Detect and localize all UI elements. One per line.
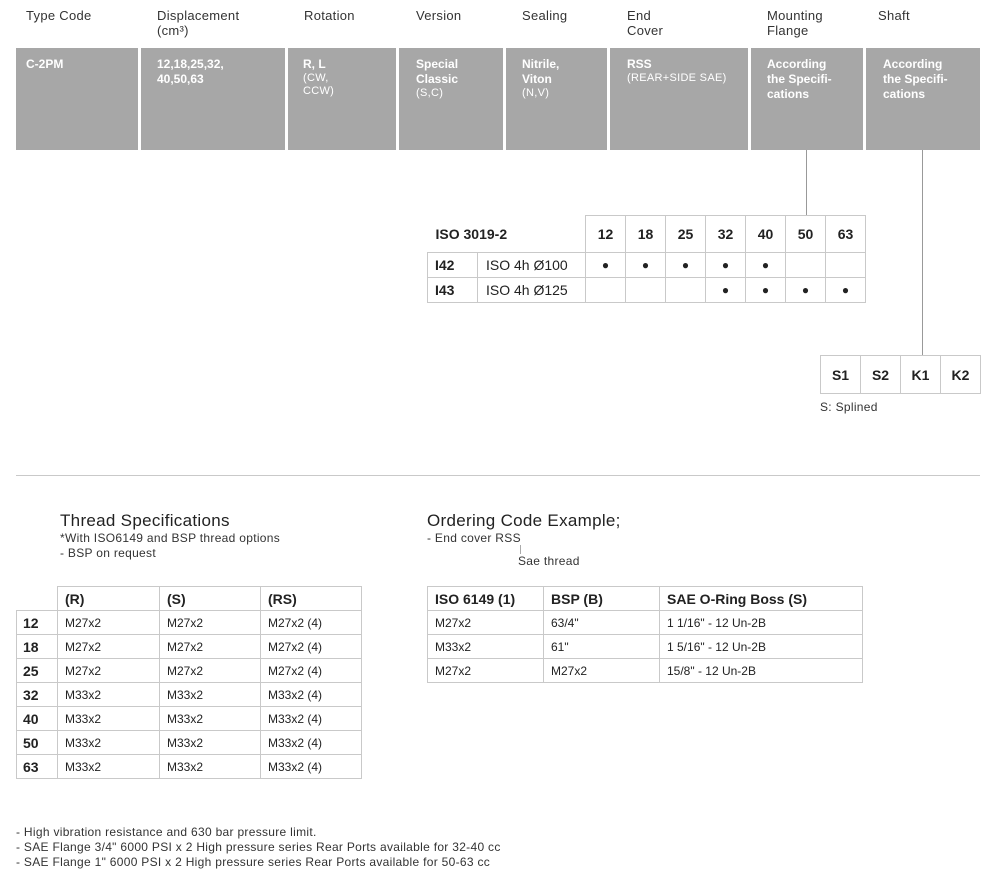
size-label: 32 — [17, 683, 58, 707]
thread-r: M33x2 — [58, 755, 160, 779]
code-box-end-cover: RSS (REAR+SIDE SAE) — [610, 48, 748, 150]
header-rotation: Rotation — [304, 8, 355, 23]
thread-specs-note: *With ISO6149 and BSP thread options — [60, 531, 281, 545]
mounting-table-header-row — [428, 216, 866, 253]
blank-corner — [17, 587, 58, 611]
availability-mark — [626, 278, 666, 303]
column-header: (S) — [160, 587, 261, 611]
size-label: 40 — [17, 707, 58, 731]
flange-code: I42 — [428, 253, 478, 278]
thread-rs: M27x2 (4) — [261, 611, 362, 635]
availability-mark: ● — [626, 253, 666, 278]
end-cover-prefix: - End cover — [427, 531, 496, 545]
availability-mark: ● — [746, 253, 786, 278]
column-header: (RS) — [261, 587, 362, 611]
header-displacement: Displacement (cm³) — [157, 8, 240, 38]
thread-specs-table — [16, 586, 362, 779]
size-label: 12 — [17, 611, 58, 635]
shaft-note: S: Splined — [820, 400, 878, 414]
sae-value: 1 5/16" - 12 Un-2B — [660, 635, 863, 659]
sae-thread-callout: Sae thread — [518, 554, 580, 568]
thread-r: M27x2 — [58, 659, 160, 683]
bsp-value: 63/4" — [544, 611, 660, 635]
header-version: Version — [416, 8, 462, 23]
size-header: 12 — [586, 216, 626, 253]
code-box-version: Special Classic (S,C) — [399, 48, 503, 150]
iso6149-value: M33x2 — [428, 635, 544, 659]
availability-mark — [666, 278, 706, 303]
size-label: 50 — [17, 731, 58, 755]
size-header: 63 — [826, 216, 866, 253]
thread-s: M27x2 — [160, 659, 261, 683]
column-header: SAE O-Ring Boss (S) — [660, 587, 863, 611]
shaft-code: S2 — [861, 356, 901, 394]
sae-value: 15/8" - 12 Un-2B — [660, 659, 863, 683]
header-type-code: Type Code — [26, 8, 92, 23]
size-header: 25 — [666, 216, 706, 253]
thread-r: M27x2 — [58, 635, 160, 659]
code-box-mounting-flange: According the Specifi- cations — [751, 48, 863, 150]
section-divider — [16, 475, 980, 476]
shaft-code: K1 — [901, 356, 941, 394]
iso6149-value: M27x2 — [428, 659, 544, 683]
code-box-rotation: R, L (CW, CCW) — [288, 48, 396, 150]
table-row — [17, 611, 362, 635]
thread-rs: M33x2 (4) — [261, 707, 362, 731]
thread-s: M27x2 — [160, 611, 261, 635]
callout-line — [520, 545, 521, 554]
code-box-sealing: Nitrile, Viton (N,V) — [506, 48, 607, 150]
end-cover-code: RSS — [495, 531, 521, 545]
sae-value: 1 1/16" - 12 Un-2B — [660, 611, 863, 635]
table-row — [17, 731, 362, 755]
availability-mark — [826, 253, 866, 278]
thread-r: M33x2 — [58, 707, 160, 731]
thread-rs: M33x2 (4) — [261, 731, 362, 755]
table-row — [17, 707, 362, 731]
table-row — [17, 755, 362, 779]
table-row — [428, 659, 863, 683]
mounting-flange-table — [427, 215, 866, 303]
thread-s: M33x2 — [160, 731, 261, 755]
size-header: 18 — [626, 216, 666, 253]
size-header: 50 — [786, 216, 826, 253]
availability-mark: ● — [706, 278, 746, 303]
mounting-row-i42 — [428, 253, 866, 278]
thread-specs-title: Thread Specifications — [60, 511, 230, 530]
code-box-type: C-2PM — [16, 48, 138, 150]
thread-table-header-row — [17, 587, 362, 611]
shaft-options-table — [820, 355, 981, 394]
availability-mark: ● — [826, 278, 866, 303]
availability-mark: ● — [666, 253, 706, 278]
flange-description: ISO 4h Ø125 — [478, 278, 586, 303]
flange-code: I43 — [428, 278, 478, 303]
availability-mark — [586, 278, 626, 303]
thread-rs: M27x2 (4) — [261, 635, 362, 659]
mounting-row-i43 — [428, 278, 866, 303]
table-row — [17, 635, 362, 659]
availability-mark: ● — [746, 278, 786, 303]
code-box-shaft: According the Specifi- cations — [866, 48, 980, 150]
availability-mark: ● — [706, 253, 746, 278]
availability-mark — [786, 253, 826, 278]
header-end-cover: End Cover — [627, 8, 664, 38]
thread-rs: M33x2 (4) — [261, 683, 362, 707]
availability-mark: ● — [586, 253, 626, 278]
table-row — [428, 611, 863, 635]
thread-s: M33x2 — [160, 707, 261, 731]
thread-r: M33x2 — [58, 731, 160, 755]
footnote: - High vibration resistance and 630 bar pressure limit. — [16, 825, 317, 839]
iso6149-value: M27x2 — [428, 611, 544, 635]
footnote: - SAE Flange 1" 6000 PSI x 2 High pressure series Rear Ports available for 50-63 cc — [16, 855, 491, 869]
ordering-example-table — [427, 586, 863, 683]
header-shaft: Shaft — [878, 8, 910, 23]
size-label: 63 — [17, 755, 58, 779]
code-box-displacement: 12,18,25,32, 40,50,63 — [141, 48, 285, 150]
iso-3019-2-title: ISO 3019-2 — [435, 225, 508, 242]
column-header: (R) — [58, 587, 160, 611]
header-sealing: Sealing — [522, 8, 568, 23]
column-header: ISO 6149 (1) — [428, 587, 544, 611]
flange-description: ISO 4h Ø100 — [478, 253, 586, 278]
thread-r: M33x2 — [58, 683, 160, 707]
ordering-table-header-row — [428, 587, 863, 611]
shaft-code: K2 — [941, 356, 981, 394]
thread-s: M33x2 — [160, 755, 261, 779]
shaft-connector-line — [922, 150, 923, 355]
availability-mark: ● — [786, 278, 826, 303]
mounting-connector-line — [806, 150, 807, 215]
thread-rs: M33x2 (4) — [261, 755, 362, 779]
table-row — [17, 683, 362, 707]
column-header: BSP (B) — [544, 587, 660, 611]
footnote: - SAE Flange 3/4" 6000 PSI x 2 High pressure series Rear Ports available for 32-40 cc — [16, 840, 501, 854]
thread-r: M27x2 — [58, 611, 160, 635]
shaft-code: S1 — [821, 356, 861, 394]
size-header: 32 — [706, 216, 746, 253]
ordering-example-title: Ordering Code Example; — [427, 511, 621, 530]
table-row — [17, 659, 362, 683]
bsp-value: M27x2 — [544, 659, 660, 683]
footnotes — [16, 825, 501, 870]
size-label: 25 — [17, 659, 58, 683]
table-row — [428, 635, 863, 659]
thread-rs: M27x2 (4) — [261, 659, 362, 683]
bsp-value: 61" — [544, 635, 660, 659]
ordering-example-note — [427, 531, 521, 546]
size-label: 18 — [17, 635, 58, 659]
thread-s: M33x2 — [160, 683, 261, 707]
thread-s: M27x2 — [160, 635, 261, 659]
thread-specs-note: - BSP on request — [60, 546, 156, 560]
header-mounting-flange: Mounting Flange — [767, 8, 823, 38]
size-header: 40 — [746, 216, 786, 253]
